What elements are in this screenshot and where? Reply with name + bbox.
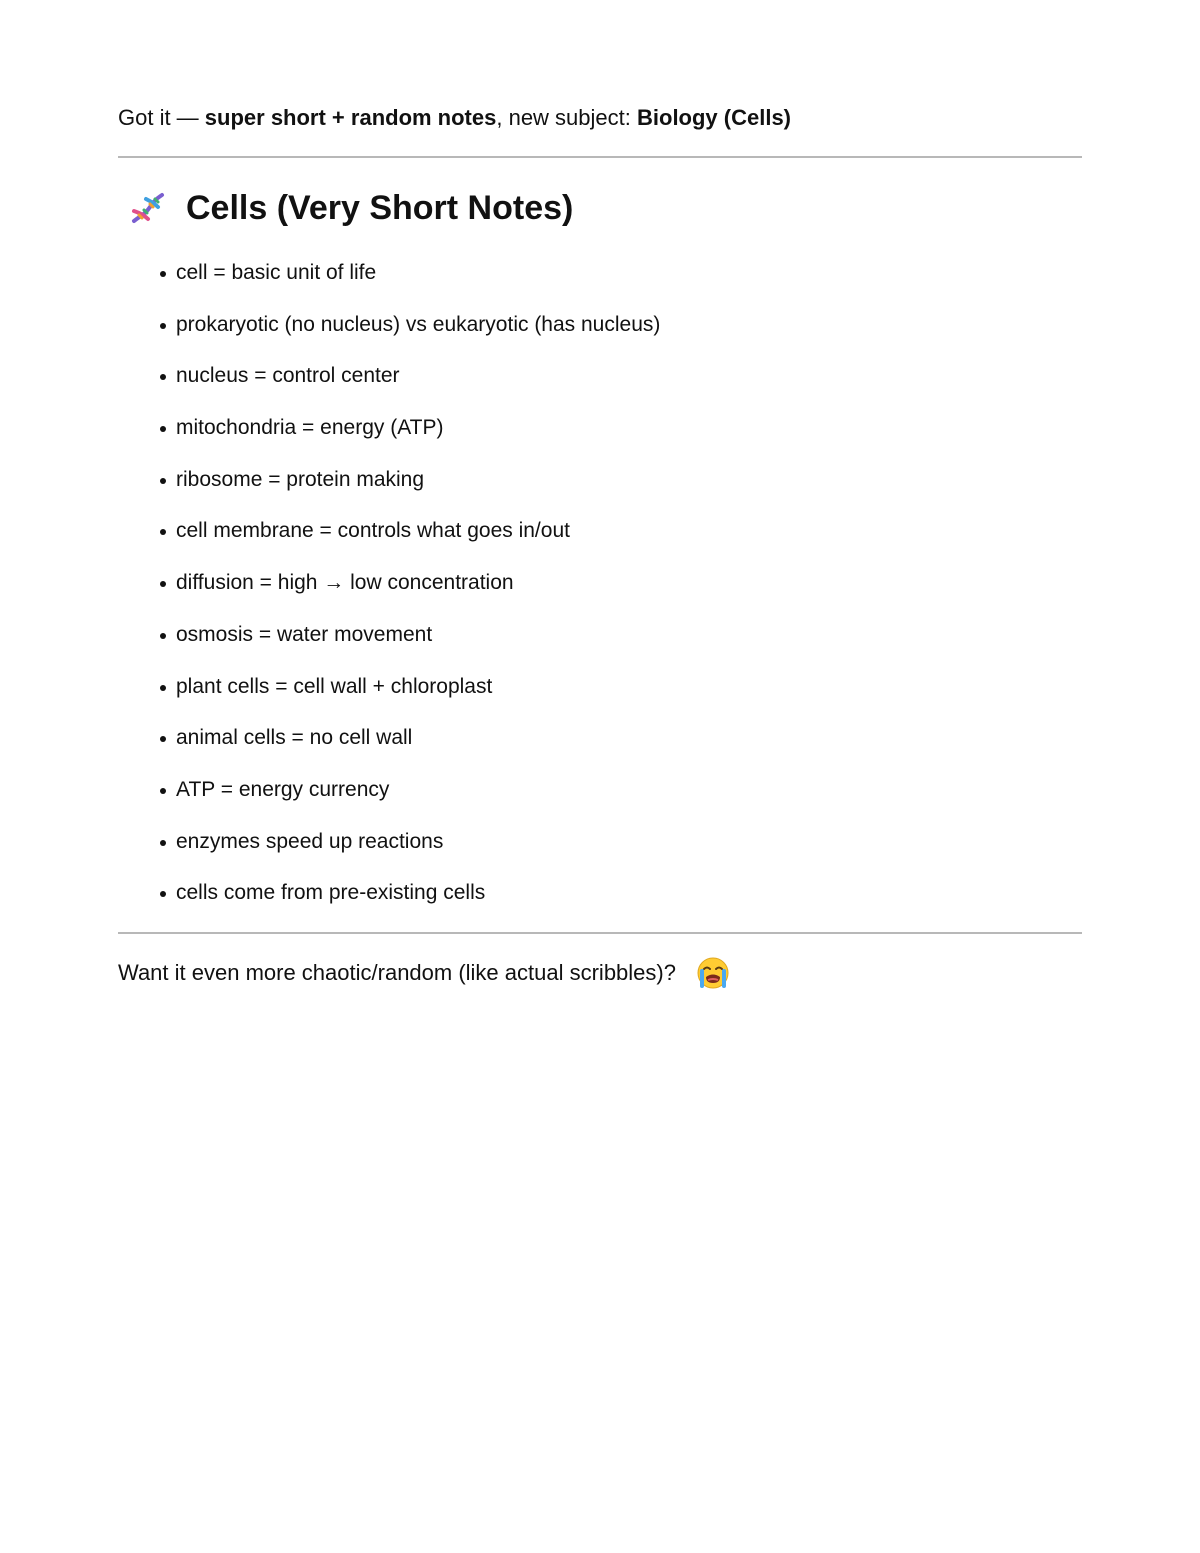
list-item: enzymes speed up reactions <box>160 825 660 877</box>
intro-bold-subject: Biology (Cells) <box>637 105 792 130</box>
list-item: diffusion = high → low concentration <box>160 566 660 618</box>
intro-bold-notes: super short + random notes <box>204 105 497 130</box>
intro-line <box>118 103 791 133</box>
top-divider <box>118 156 1082 158</box>
list-item: cell = basic unit of life <box>160 256 660 308</box>
section-title: Cells (Very Short Notes) <box>186 189 574 227</box>
notes-list <box>160 256 660 928</box>
list-item: nucleus = control center <box>160 359 660 411</box>
list-item: osmosis = water movement <box>160 618 660 670</box>
intro-prefix: Got it — <box>118 105 205 130</box>
list-item: cells come from pre-existing cells <box>160 876 660 928</box>
crying-face-icon <box>696 956 730 990</box>
closing-line <box>118 956 730 990</box>
list-item: animal cells = no cell wall <box>160 721 660 773</box>
list-item: ATP = energy currency <box>160 773 660 825</box>
list-item: mitochondria = energy (ATP) <box>160 411 660 463</box>
intro-middle: , new subject: <box>496 105 637 130</box>
bottom-divider <box>118 932 1082 934</box>
section-heading <box>128 186 573 230</box>
list-item: prokaryotic (no nucleus) vs eukaryotic (has nucleus) <box>160 308 660 360</box>
closing-text: Want it even more chaotic/random (like actual scribbles)? <box>118 960 676 985</box>
dna-icon <box>128 189 166 227</box>
list-item: ribosome = protein making <box>160 463 660 515</box>
list-item: plant cells = cell wall + chloroplast <box>160 670 660 722</box>
list-item: cell membrane = controls what goes in/out <box>160 514 660 566</box>
